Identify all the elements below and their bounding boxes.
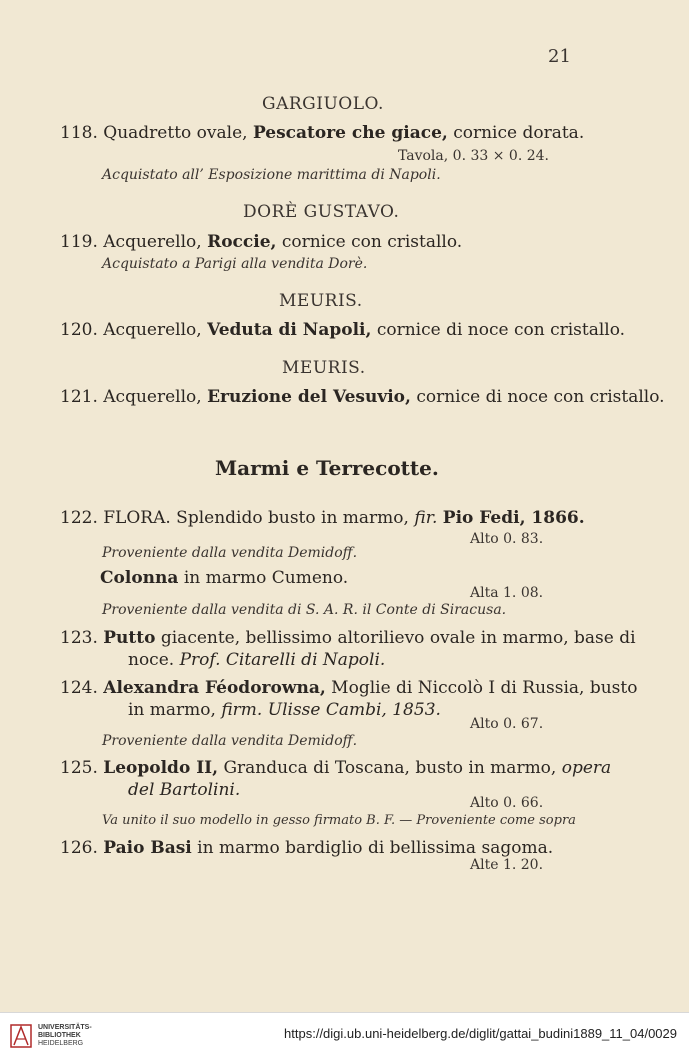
entry-note: Proveniente dalla vendita di S. A. R. il Conte di Siracusa. xyxy=(102,602,507,618)
entry-text: Granduca di Toscana, busto in marmo, xyxy=(223,758,557,778)
library-name xyxy=(38,1024,92,1048)
entry-measure: Tavola, 0. 33 × 0. 24. xyxy=(398,148,549,164)
entry-italic: Prof. Citarelli di Napoli. xyxy=(179,650,386,670)
entry-title: Pescatore che giace, xyxy=(252,123,448,143)
artist-heading-meuris: MEURIS. xyxy=(282,358,366,378)
artist-heading-gargiuolo: GARGIUOLO. xyxy=(262,94,384,114)
entry-title: Eruzione del Vesuvio, xyxy=(207,387,411,407)
entry-number: 125. xyxy=(60,758,98,778)
entry-italic: del Bartolini. xyxy=(128,780,241,800)
entry-number: 124. xyxy=(60,678,98,698)
entry-text: giacente, bellissimo altorilievo ovale in marmo, base di xyxy=(160,628,636,648)
entry-title: Alexandra Féodorowna, xyxy=(103,678,326,698)
entry-measure: Alto 0. 66. xyxy=(470,795,544,811)
entry-text: Moglie di Niccolò I di Russia, busto xyxy=(331,678,638,698)
entry-text: Acquerello, xyxy=(103,232,202,252)
entry-119 xyxy=(60,232,462,252)
entry-note: Acquistato all’ Esposizione marittima di Napoli. xyxy=(102,167,441,183)
entry-123-line2 xyxy=(128,650,385,670)
entry-italic: opera xyxy=(561,758,612,778)
page-number: 21 xyxy=(548,46,571,67)
entry-title: Roccie, xyxy=(207,232,277,252)
entry-121 xyxy=(60,387,665,407)
entry-title: Colonna xyxy=(100,568,179,588)
entry-measure: Alto 0. 83. xyxy=(470,531,544,547)
entry-note: Proveniente dalla vendita Demidoff. xyxy=(102,545,358,561)
entry-125-line2 xyxy=(128,780,240,800)
entry-text: in marmo, xyxy=(128,700,216,720)
library-name-line: UNIVERSITÄTS- xyxy=(38,1024,92,1031)
entry-italic: firm. Ulisse Cambi, 1853. xyxy=(221,700,441,720)
entry-title: Leopoldo II, xyxy=(103,758,219,778)
entry-125 xyxy=(60,758,611,778)
entry-text: FLORA. Splendido busto in marmo, xyxy=(103,508,409,528)
entry-124 xyxy=(60,678,637,698)
entry-118 xyxy=(60,123,584,143)
entry-note: Proveniente dalla vendita Demidoff. xyxy=(102,733,358,749)
entry-text: cornice di noce con cristallo. xyxy=(376,320,626,340)
library-name-line: BIBLIOTHEK xyxy=(38,1032,81,1039)
library-name-line: HEIDELBERG xyxy=(38,1040,84,1047)
entry-124-line2 xyxy=(128,700,441,720)
entry-text: Acquerello, xyxy=(103,387,202,407)
entry-title: Pio Fedi, 1866. xyxy=(442,508,585,528)
entry-text: in marmo Cumeno. xyxy=(183,568,349,588)
entry-text: cornice di noce con cristallo. xyxy=(416,387,665,407)
entry-120 xyxy=(60,320,625,340)
section-heading-marmi: Marmi e Terrecotte. xyxy=(215,456,439,480)
entry-text: noce. xyxy=(128,650,175,670)
entry-number: 122. xyxy=(60,508,98,528)
entry-measure: Alte 1. 20. xyxy=(470,857,544,873)
university-library-logo-icon xyxy=(10,1021,32,1049)
entry-126 xyxy=(60,838,553,858)
entry-122 xyxy=(60,508,585,528)
entry-123 xyxy=(60,628,636,648)
entry-number: 121. xyxy=(60,387,98,407)
entry-number: 119. xyxy=(60,232,98,252)
entry-measure: Alta 1. 08. xyxy=(470,585,544,601)
entry-title: Paio Basi xyxy=(103,838,192,858)
entry-italic: fir. xyxy=(414,508,438,528)
entry-title: Putto xyxy=(103,628,156,648)
entry-title: Veduta di Napoli, xyxy=(207,320,372,340)
entry-number: 118. xyxy=(60,123,98,143)
entry-note: Acquistato a Parigi alla vendita Dorè. xyxy=(102,256,368,272)
artist-heading-dore: DORÈ GUSTAVO. xyxy=(243,202,400,222)
entry-number: 120. xyxy=(60,320,98,340)
artist-heading-meuris: MEURIS. xyxy=(279,291,363,311)
entry-number: 126. xyxy=(60,838,98,858)
entry-measure: Alto 0. 67. xyxy=(470,716,544,732)
entry-text: cornice con cristallo. xyxy=(281,232,463,252)
entry-text: cornice dorata. xyxy=(453,123,585,143)
entry-number: 123. xyxy=(60,628,98,648)
entry-text: in marmo bardiglio di bellissima sagoma. xyxy=(197,838,554,858)
entry-text: Quadretto ovale, xyxy=(103,123,248,143)
entry-text: Acquerello, xyxy=(103,320,202,340)
permalink-url[interactable]: https://digi.ub.uni-heidelberg.de/diglit/gattai_budini1889_11_04/0029 xyxy=(284,1026,677,1041)
entry-note: Va unito il suo modello in gesso firmato B. F. — Proveniente come sopra xyxy=(102,813,576,828)
sub-entry-colonna xyxy=(100,568,348,588)
